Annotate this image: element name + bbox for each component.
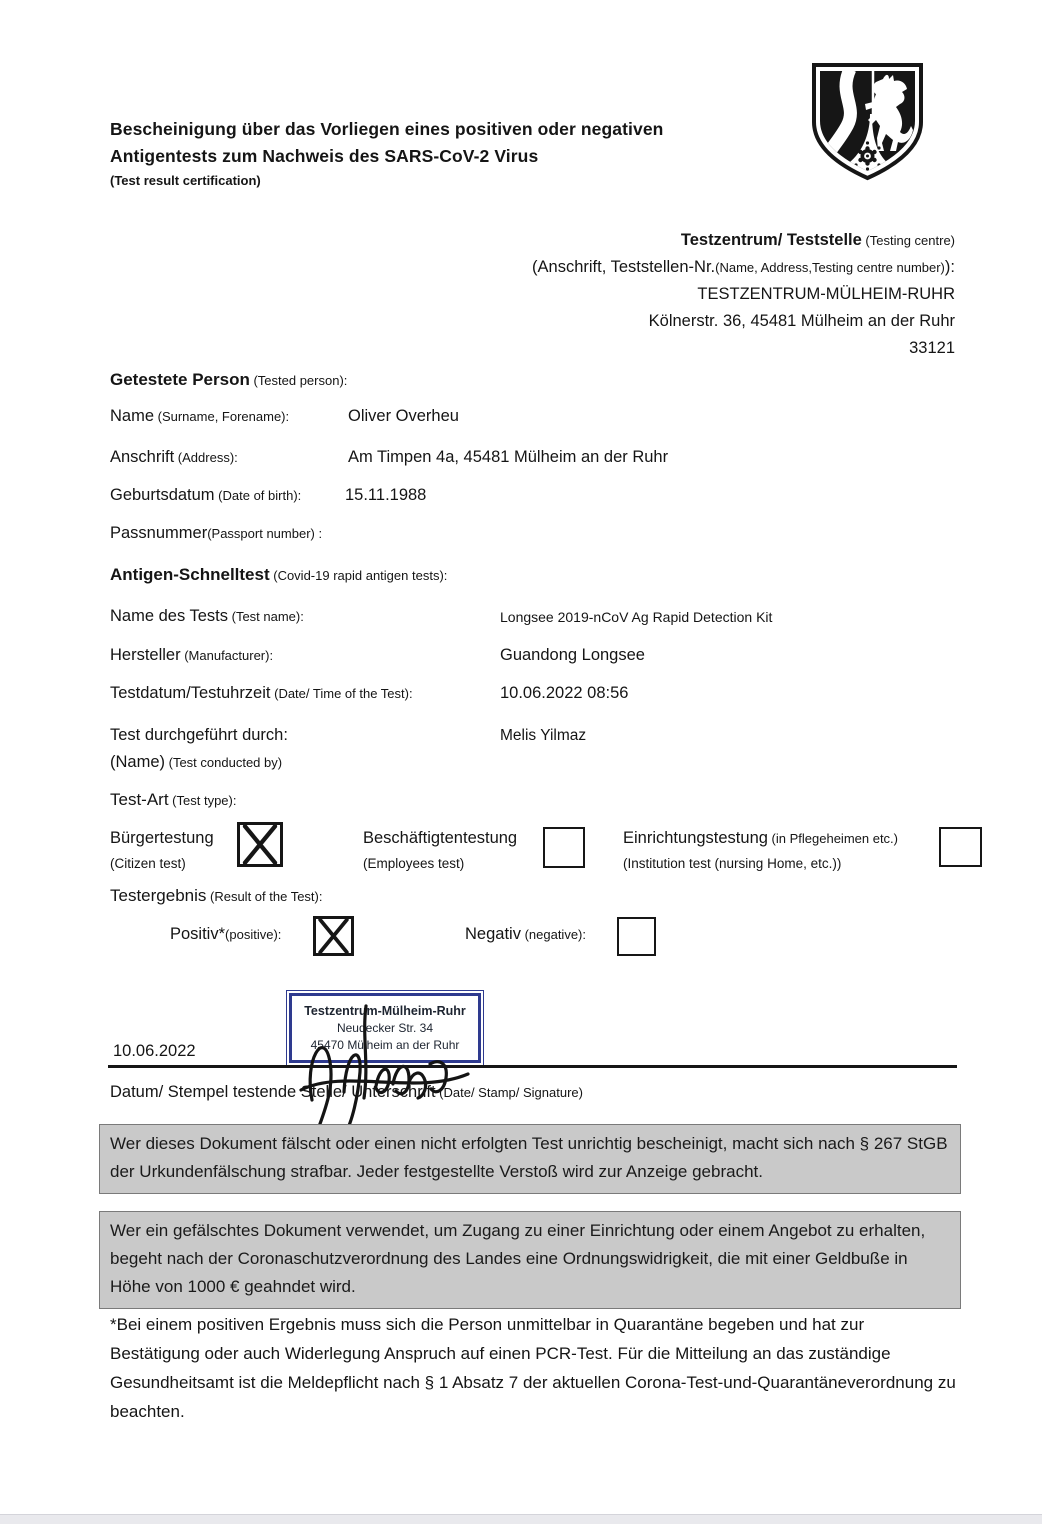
test-result-heading: Testergebnis (Result of the Test): (110, 886, 323, 905)
x-mark-icon (238, 823, 282, 866)
conducted-by-label: Test durchgeführt durch: (Name) (Test conducted by) (110, 726, 288, 771)
test-type-option-employees-label: Beschäftigtentestung (Employees test) (363, 829, 518, 871)
title-line-2: Antigentests zum Nachweis des SARS-CoV-2 Virus (110, 146, 539, 166)
signature-caption: Datum/ Stempel testende Stelle/ Unterschrift (Date/ Stamp/ Signature) (110, 1083, 583, 1101)
antigen-test-heading: Antigen-Schnelltest (Covid-19 rapid antigen tests): (110, 565, 448, 584)
test-datetime-value: 10.06.2022 08:56 (500, 684, 629, 702)
testing-centre-heading: Testzentrum/ Teststelle (Testing centre) (680, 231, 955, 249)
nrw-coat-of-arms-icon (809, 62, 926, 182)
person-dob-value: 15.11.1988 (345, 486, 427, 504)
title-note: (Test result certification) (110, 173, 261, 188)
person-name-value: Oliver Overheu (348, 407, 459, 425)
person-dob-label: Geburtsdatum (Date of birth): (110, 486, 302, 504)
test-type-heading: Test-Art (Test type): (110, 790, 237, 809)
person-name-label: Name (Surname, Forename): (110, 407, 290, 425)
checkbox-institution-test[interactable] (939, 827, 982, 867)
person-name-row (110, 407, 459, 426)
test-type-option-institution-label: Einrichtungstestung (in Pflegeheimen etc.) (Institution test (nursing Home, etc.)) (623, 829, 899, 871)
checkbox-employees-test[interactable] (543, 827, 585, 868)
test-name-value: Longsee 2019-nCoV Ag Rapid Detection Kit (500, 609, 773, 625)
title-line-1: Bescheinigung über das Vorliegen eines positiven oder negativen (110, 119, 664, 139)
manufacturer-label: Hersteller (Manufacturer): (110, 646, 274, 664)
positive-label: Positiv*(positive): (170, 925, 282, 943)
stamp-line-2: Neudecker Str. 34 (336, 1020, 434, 1035)
manufacturer-value: Guandong Longsee (500, 646, 645, 664)
person-passport-label: Passnummer(Passport number) : (110, 524, 323, 542)
person-address-value: Am Timpen 4a, 45481 Mülheim an der Ruhr (348, 448, 669, 466)
testing-centre-address-label: (Anschrift, Teststellen-Nr.(Name, Address,Testing centre number)): (532, 258, 955, 276)
conducted-by-value: Melis Yilmaz (500, 727, 587, 744)
tested-person-heading: Getestete Person (Tested person): (110, 370, 348, 389)
test-datetime-row (110, 684, 629, 703)
testing-centre-name: TESTZENTRUM-MÜLHEIM-RUHR (697, 285, 955, 303)
testing-centre-number: 33121 (909, 339, 955, 357)
checkbox-citizen-test[interactable] (237, 822, 283, 867)
test-name-row (110, 607, 773, 626)
stamp-line-1: Testzentrum-Mülheim-Ruhr (304, 1003, 466, 1018)
test-datetime-label: Testdatum/Testuhrzeit (Date/ Time of the Test): (110, 684, 413, 702)
manufacturer-row (110, 646, 645, 665)
checkbox-positive[interactable] (313, 916, 354, 956)
testing-centre-street: Kölnerstr. 36, 45481 Mülheim an der Ruhr (648, 312, 955, 330)
testing-centre-block (355, 227, 955, 362)
test-type-option-citizen-label: Bürgertestung (Citizen test) (110, 829, 214, 871)
viewer-bottom-bar (0, 1514, 1042, 1524)
forgery-notice: Wer dieses Dokument fälscht oder einen nicht erfolgten Test unrichtig bescheinigt, macht sich nach § 267 StGB der Urkundenfälschung strafbar. Jeder festgestellte Verstoß wird zur Anzeige gebracht. (99, 1124, 961, 1194)
person-passport-row (110, 524, 322, 543)
person-address-row (110, 448, 669, 467)
person-address-label: Anschrift (Address): (110, 448, 238, 466)
quarantine-footnote: *Bei einem positiven Ergebnis muss sich die Person unmittelbar in Quarantäne begeben und hat zur Bestätigung oder auch Widerlegung Anspruch auf einen PCR-Test. Für die Mitteilung an das zuständige Gesundheitsamt ist die Meldepflicht nach § 1 Absatz 7 der aktuellen Corona-Test-und-Quarantäneverordnung zu beachten. (110, 1315, 956, 1421)
test-name-label: Name des Tests (Test name): (110, 607, 304, 625)
conducted-by-row (110, 722, 587, 776)
handwritten-signature (296, 1002, 476, 1142)
checkbox-negative[interactable] (617, 917, 656, 956)
misuse-notice: Wer ein gefälschtes Dokument verwendet, um Zugang zu einer Einrichtung oder einem Angebot zu erhalten, begeht nach der Coronaschutzverordnung des Landes eine Ordnungswidrigkeit, die mit einer Geldbuße in Höhe von 1000 € geahndet wird. (99, 1211, 961, 1309)
stamp-line-3: 45470 Mülheim an der Ruhr (310, 1037, 460, 1052)
test-date: 10.06.2022 (113, 1042, 196, 1060)
signature-line (108, 1065, 957, 1068)
document-title (110, 116, 770, 188)
x-mark-icon (314, 917, 353, 955)
person-dob-row (110, 486, 427, 505)
negative-label: Negativ (negative): (465, 925, 586, 943)
